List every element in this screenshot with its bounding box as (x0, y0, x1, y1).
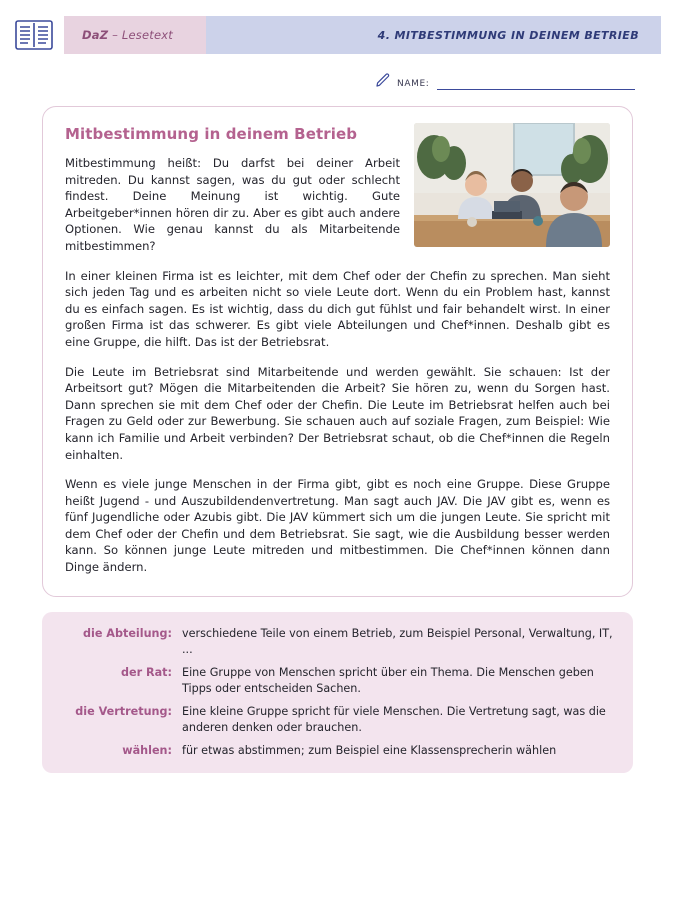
subject-tag-prefix: DaZ (82, 28, 109, 42)
article-paragraph: Wenn es viele junge Menschen in der Firma gibt, gibt es noch eine Gruppe. Diese Gruppe heißt Jugend - und Auszubildendenvertretung. Man sagt auch JAV. Die JAV gibt es, wenn es fünf Jugendliche oder Azubis gibt. Die JAV kümmert sich um die jungen Leute. Sie spricht mit dem Chef oder der Chefin und dem Betriebsrat. Sie sagt, wie die Ausbildung besser werden kann. So können junge Leute mitreden und mitbestimmen. Die Chef*innen können dann Dinge ändern. (65, 477, 610, 575)
glossary-entry (54, 704, 613, 736)
glossary-term: die Abteilung: (82, 627, 172, 640)
glossary-term: der Rat: (121, 666, 172, 679)
page-header (0, 16, 675, 54)
pen-icon (375, 72, 391, 88)
glossary-term: wählen: (122, 744, 172, 757)
glossary-definition: verschiedene Teile von einem Betrieb, zum Beispiel Personal, Verwaltung, IT, ... (182, 627, 613, 656)
chapter-tag (206, 16, 661, 54)
glossary-entry (54, 743, 613, 759)
glossary-term: die Vertretung: (75, 705, 172, 718)
name-field[interactable] (375, 68, 635, 90)
glossary-definition: Eine kleine Gruppe spricht für viele Menschen. Die Vertretung sagt, was die anderen denken oder brauchen. (182, 705, 606, 734)
article-card (42, 106, 633, 597)
name-input-line[interactable] (437, 75, 635, 90)
name-label: NAME: (397, 79, 430, 89)
meeting-photo (414, 123, 610, 247)
glossary-box (42, 612, 633, 773)
book-icon (14, 18, 54, 52)
subject-tag-suffix: – Lesetext (112, 28, 173, 42)
glossary-entry (54, 665, 613, 697)
article-paragraph: Die Leute im Betriebsrat sind Mitarbeitende und werden gewählt. Sie schauen: Ist der Arbeitsort gut? Mögen die Mitarbeitenden die Arbeit? Sie hören zu, wenn du Sorgen hast. Dann sprechen sie mit dem Chef oder der Chefin. Die Leute im Betriebsrat helfen auch bei Fragen zu Geld oder zur Bewerbung. Sie schauen auch auf soziale Fragen, zum Beispiel: Wie kann ich Familie und Arbeit verbinden? Der Betriebsrat schaut, ob die Chef*innen die Regeln einhalten. (65, 364, 610, 462)
chapter-tag-label: 4. MITBESTIMMUNG IN DEINEM BETRIEB (377, 28, 639, 42)
subject-tag (64, 16, 224, 54)
article-paragraph: In einer kleinen Firma ist es leichter, mit dem Chef oder der Chefin zu sprechen. Man sieht sich jeden Tag und es arbeiten nicht so viele Leute dort. Wenn du ein Problem hast, kannst du es einfach sagen. Es ist wichtig, dass du dich gut fühlst und fair behandelt wirst. In einer großen Firma ist das schwerer. Es gibt viele Abteilungen und Chef*innen. Deshalb gibt es eine Gruppe, die hilft. Das ist der Betriebsrat. (65, 268, 610, 349)
glossary-entry (54, 626, 613, 658)
page-title: Mitbestimmung in deinem Betrieb (65, 125, 358, 143)
subject-tag-label (82, 28, 173, 42)
glossary-definition: für etwas abstimmen; zum Beispiel eine Klassensprecherin wählen (182, 744, 557, 757)
article-paragraph: Mitbestimmung heißt: Du darfst bei deiner Arbeit mitreden. Du kannst sagen, was du gut oder schlecht findest. Deine Meinung ist wichtig. Gute Arbeitgeber*innen hören dir zu. Aber es gibt auch andere Optionen. Wie genau kannst du als Mitarbeitende mitbestimmen? (65, 156, 400, 253)
glossary-definition: Eine Gruppe von Menschen spricht über ein Thema. Die Menschen geben Tipps oder entscheiden Sachen. (182, 666, 594, 695)
